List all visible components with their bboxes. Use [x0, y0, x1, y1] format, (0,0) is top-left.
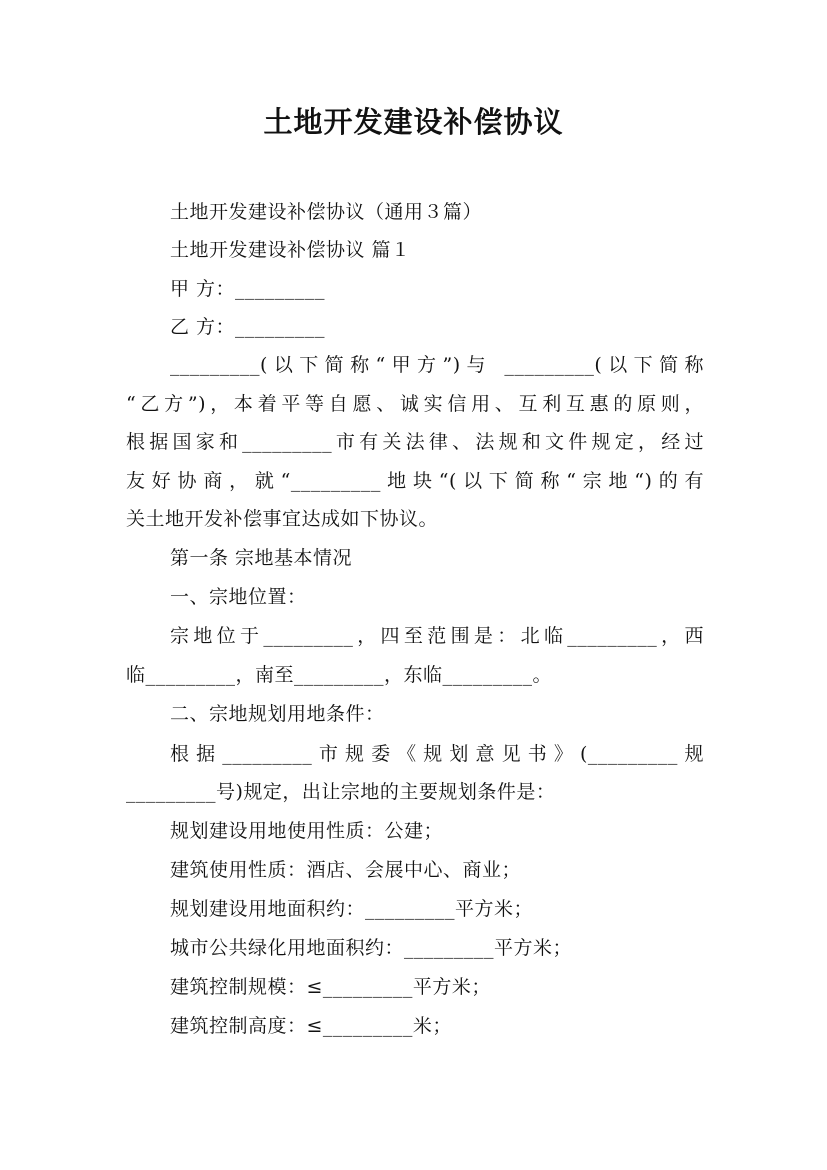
condition-line: 建筑使用性质：酒店、会展中心、商业；: [170, 859, 522, 881]
condition-line: 建筑控制规模：≤_________平方米；: [170, 976, 491, 998]
party-a-line: 甲 方：_________: [170, 278, 326, 300]
paragraph-line: _________号)规定，出让宗地的主要规划条件是：: [126, 781, 556, 803]
subsection-heading: 二、宗地规划用地条件：: [170, 703, 385, 725]
paragraph-line: 友好协商，就“_________地块“(以下简称“宗地“)的有: [126, 470, 704, 492]
paragraph-line: 根据国家和_________市有关法律、法规和文件规定，经过: [126, 431, 704, 453]
paragraph-line: _________(以下简称“甲方”)与 _________(以下简称: [170, 354, 704, 376]
subtitle-line: 土地开发建设补偿协议（通用３篇）: [170, 201, 483, 223]
subsection-heading: 一、宗地位置：: [170, 586, 307, 608]
condition-line: 城市公共绿化用地面积约：_________平方米；: [170, 937, 573, 959]
condition-line: 规划建设用地面积约：_________平方米；: [170, 898, 534, 920]
section-heading: 土地开发建设补偿协议 篇１: [170, 239, 411, 261]
paragraph-line: 根据_________市规委《规划意见书》(_________规: [170, 743, 704, 765]
party-b-line: 乙 方：_________: [170, 316, 326, 338]
condition-line: 规划建设用地使用性质：公建；: [170, 820, 444, 842]
article-heading: 第一条 宗地基本情况: [170, 547, 353, 569]
document-title: 土地开发建设补偿协议: [263, 105, 564, 139]
paragraph-line: “乙方”)，本着平等自愿、诚实信用、互利互惠的原则，: [126, 393, 704, 415]
condition-line: 建筑控制高度：≤_________米；: [170, 1015, 452, 1037]
paragraph-line: 宗地位于_________，四至范围是：北临_________，西: [170, 625, 704, 647]
paragraph-line: 临_________，南至_________，东临_________。: [126, 664, 553, 686]
paragraph-line: 关土地开发补偿事宜达成如下协议。: [126, 508, 439, 530]
